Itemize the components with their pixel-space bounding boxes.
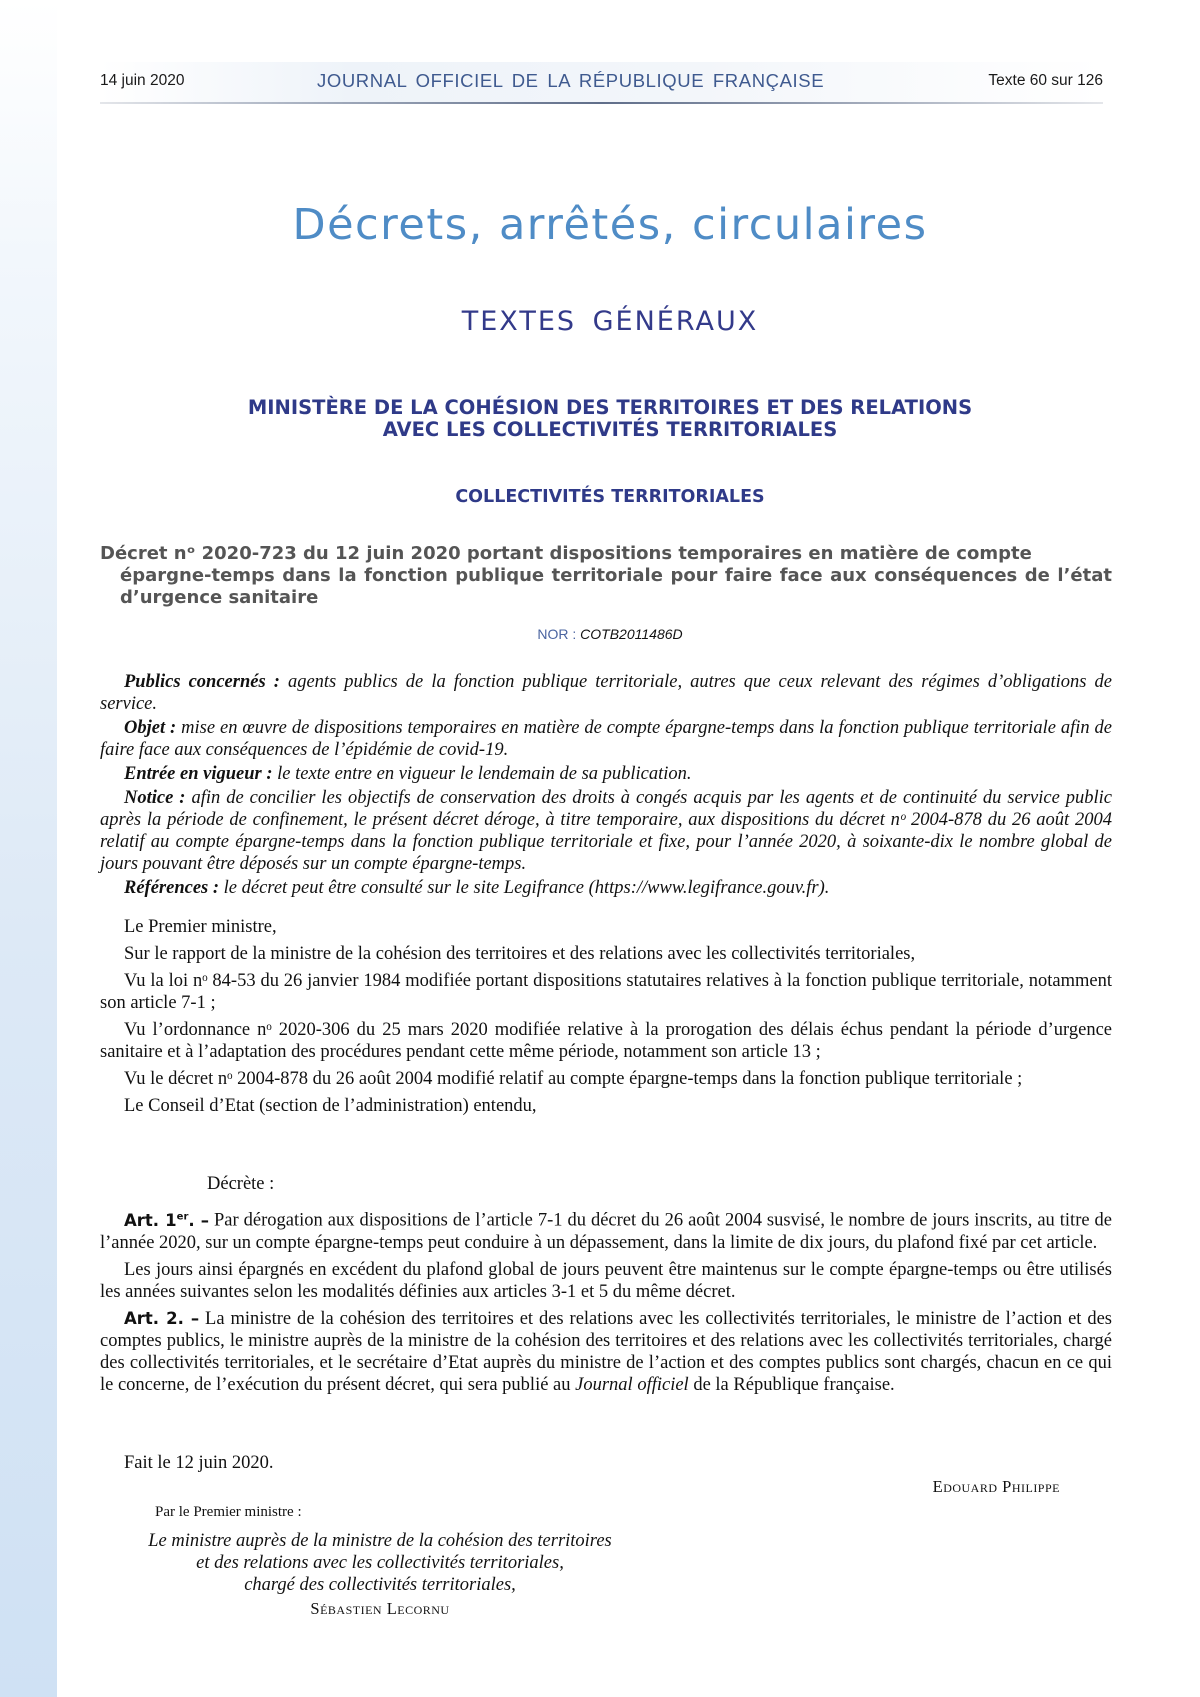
notice-item [100, 877, 1112, 899]
nor-label: NOR : [537, 626, 577, 642]
pm-signature: Edouard Philippe [932, 1477, 1060, 1496]
decret-title [100, 543, 1112, 609]
article-1 [100, 1206, 1112, 1254]
article-2-text: La ministre de la cohésion des territoires et des relations avec les collectivités territoriales, le ministre de l’action et des comptes publics, le ministre auprès de la ministre de la cohésion des territoires et des relations avec les collectivités territoriales, chargé des collectivités territoriales, et le secrétaire d’Etat auprès du ministre de l’action et des comptes publics sont chargés, chacun en ce qui le concerne, de l’exécution du présent décret, qui sera publié au [100, 1308, 1113, 1395]
minister-signature: Sébastien Lecornu [310, 1599, 450, 1618]
notice-label: Entrée en vigueur : [124, 764, 273, 784]
notice-text: mise en œuvre de dispositions temporaires en matière de compte épargne-temps dans la fonction publique territoriale afin de faire face aux conséquences de l’épidémie de covid-19. [100, 718, 1113, 760]
notice-text: le texte entre en vigueur le lendemain de sa publication. [277, 764, 692, 784]
article-1-dash: . – [188, 1210, 210, 1230]
notice-item [100, 671, 1112, 715]
article-2 [100, 1308, 1112, 1396]
notice-text: afin de concilier les objectifs de conservation des droits à congés acquis par les agents et de continuité du service public après la période de confinement, le présent décret déroge, à titre temporaire, aux dispositions du décret nᵒ 2004-878 du 26 août 2004 relatif au compte épargne-temps dans la fonction publique territoriale et fixe, pour l’année 2020, à soixante-dix le nombre global de jours pouvant être déposés sur un compte épargne-temps. [100, 788, 1113, 874]
notice-label: Objet : [124, 718, 177, 738]
ministry-heading [0, 397, 1200, 441]
visa-paragraph: Sur le rapport de la ministre de la cohésion des territoires et des relations avec les collectivités territoriales, [124, 944, 916, 964]
article-2-label: Art. 2. – [124, 1308, 200, 1328]
header-rule [100, 102, 1103, 104]
minister-title [100, 1530, 660, 1596]
ministry-line-1: MINISTÈRE DE LA COHÉSION DES TERRITOIRES ET DES RELATIONS [247, 396, 973, 419]
nor-reference [0, 626, 1200, 642]
journal-officiel-italic: Journal officiel [575, 1374, 689, 1395]
minister-title-line-3: chargé des collectivités territoriales, [244, 1575, 516, 1595]
article-1-label [124, 1211, 209, 1230]
fait-le: Fait le 12 juin 2020. [124, 1453, 274, 1473]
notice-item [100, 717, 1112, 761]
decrete-label: Décrète : [207, 1174, 275, 1194]
notice-item [100, 763, 1112, 785]
visa-paragraph: Vu la loi nᵒ 84-53 du 26 janvier 1984 modifiée portant dispositions statutaires relatives à la fonction publique territoriale, notamment son article 7-1 ; [100, 971, 1112, 1013]
article-1-text: Par dérogation aux dispositions de l’article 7-1 du décret du 26 août 2004 susvisé, le nombre de jours inscrits, au titre de l’année 2020, sur un compte épargne-temps peut conduire à un dépassement, dans la limite de dix jours, du plafond fixé par cet article. [100, 1210, 1113, 1253]
minister-title-line-1: Le ministre auprès de la ministre de la cohésion des territoires [148, 1531, 612, 1551]
notice-item [100, 787, 1112, 875]
visa-paragraph: Le Premier ministre, [124, 917, 277, 937]
articles-block [100, 1206, 1112, 1401]
notice-block [100, 671, 1112, 901]
header-journal-title: JOURNAL OFFICIEL DE LA RÉPUBLIQUE FRANÇAISE [317, 70, 825, 91]
par-le-premier-ministre: Par le Premier ministre : [155, 1504, 302, 1520]
category-title: TEXTES GÉNÉRAUX [461, 306, 759, 337]
article-2-text-end: de la République française. [693, 1374, 895, 1395]
decret-title-line-1: Décret nᵒ 2020-723 du 12 juin 2020 portant dispositions temporaires en matière de compte [100, 543, 1032, 564]
notice-text: agents publics de la fonction publique territoriale, autres que ceux relevant des régimes d’obligations de service. [100, 672, 1113, 714]
notice-text: le décret peut être consulté sur le site Legifrance (https://www.legifrance.gouv.fr). [223, 878, 830, 898]
notice-label: Références : [124, 878, 220, 898]
article-1-paragraph-2: Les jours ainsi épargnés en excédent du plafond global de jours peuvent être maintenus sur le compte épargne-temps ou être utilisés les années suivantes selon les modalités définies aux articles 3-1 et 5 du même décret. [100, 1259, 1112, 1302]
visa-paragraph: Vu l’ordonnance nᵒ 2020-306 du 25 mars 2020 modifiée relative à la prorogation des délais échus pendant la période d’urgence sanitaire et à l’adaptation des procédures pendant cette même période, notamment son article 13 ; [100, 1020, 1112, 1062]
article-1-number: Art. 1 [124, 1210, 177, 1230]
minister-title-line-2: et des relations avec les collectivités territoriales, [196, 1553, 564, 1573]
visa-paragraph: Le Conseil d’Etat (section de l’administration) entendu, [124, 1096, 537, 1116]
main-title: Décrets, arrêtés, circulaires [292, 200, 928, 250]
notice-label: Notice : [124, 788, 186, 808]
visas-block [100, 916, 1112, 1122]
header-date: 14 juin 2020 [100, 72, 185, 89]
section-heading: COLLECTIVITÉS TERRITORIALES [455, 487, 765, 507]
left-margin-strip [0, 0, 57, 1697]
visa-paragraph: Vu le décret nᵒ 2004-878 du 26 août 2004 modifié relatif au compte épargne-temps dans la fonction publique territoriale ; [124, 1069, 1023, 1089]
decret-title-continuation: épargne-temps dans la fonction publique territoriale pour faire face aux conséquences de l’état d’urgence sanitaire [120, 565, 1112, 608]
nor-value: COTB2011486D [580, 626, 683, 642]
ministry-line-2: AVEC LES COLLECTIVITÉS TERRITORIALES [382, 418, 838, 441]
notice-label: Publics concernés : [124, 672, 280, 692]
article-1-superscript: er [176, 1211, 189, 1222]
header-text-count: Texte 60 sur 126 [988, 72, 1103, 89]
